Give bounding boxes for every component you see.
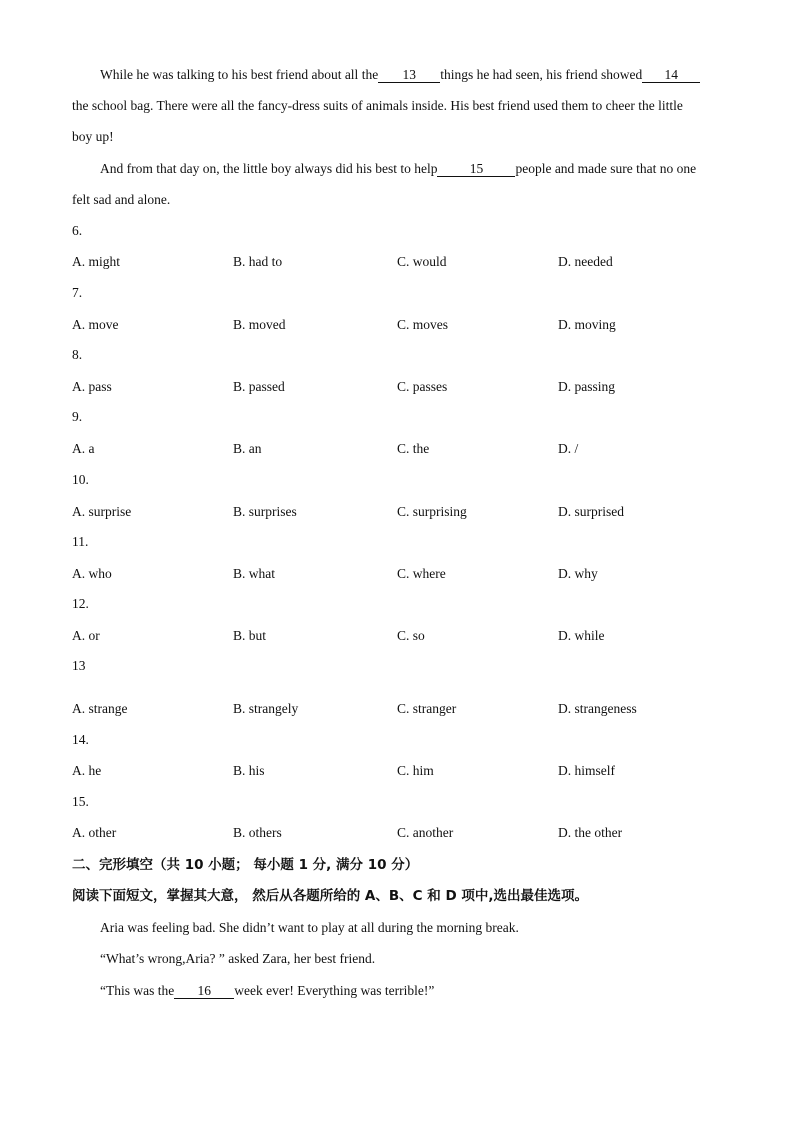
option-row xyxy=(72,627,732,645)
passage-text: boy up! xyxy=(72,129,114,144)
option-a: A. or xyxy=(72,628,100,643)
option-row xyxy=(72,503,732,521)
option-c: C. so xyxy=(397,628,425,643)
option-row xyxy=(72,378,732,396)
passage-text: While he was talking to his best friend about all the xyxy=(100,67,379,82)
option-row xyxy=(72,762,732,780)
question-number: 13 xyxy=(72,658,86,673)
passage-text: Aria was feeling bad. She didn’t want to play at all during the morning break. xyxy=(100,920,519,935)
option-b: B. strangely xyxy=(233,701,299,716)
question-number: 12. xyxy=(72,596,89,611)
option-c: C. moves xyxy=(397,317,449,332)
option-b: B. moved xyxy=(233,317,286,332)
option-b: B. surprises xyxy=(233,504,297,519)
option-c: C. would xyxy=(397,254,447,269)
option-d: D. needed xyxy=(558,254,613,269)
option-row xyxy=(72,253,732,271)
passage-text: “What’s wrong,Aria? ” asked Zara, her best friend. xyxy=(100,951,376,966)
option-row xyxy=(72,824,732,842)
option-b: B. his xyxy=(233,763,265,778)
option-c: C. another xyxy=(397,825,454,840)
option-c: C. stranger xyxy=(397,701,457,716)
passage-text: the school bag. There were all the fancy-dress suits of animals inside. His best friend used them to cheer the little xyxy=(72,98,683,113)
option-row xyxy=(72,700,732,718)
option-d: D. surprised xyxy=(558,504,624,519)
option-c: C. surprising xyxy=(397,504,467,519)
question-number: 10. xyxy=(72,472,89,487)
option-d: D. moving xyxy=(558,317,616,332)
blank-13: 13 xyxy=(378,67,440,83)
section-instruction: 阅读下面短文，掌握其大意， 然后从各题所给的 A、B、C 和 D 项中,选出最佳选项。 xyxy=(72,888,588,904)
question-number: 8. xyxy=(72,347,83,362)
option-b: B. but xyxy=(233,628,267,643)
option-a: A. a xyxy=(72,441,95,456)
option-row xyxy=(72,440,732,458)
option-a: A. might xyxy=(72,254,121,269)
option-d: D. / xyxy=(558,441,579,456)
option-a: A. strange xyxy=(72,701,128,716)
option-c: C. him xyxy=(397,763,434,778)
passage-line xyxy=(100,66,700,84)
section-heading: 二、完形填空（共 10 小题； 每小题 1 分, 满分 10 分） xyxy=(72,857,419,873)
option-c: C. passes xyxy=(397,379,448,394)
option-a: A. surprise xyxy=(72,504,132,519)
option-a: A. other xyxy=(72,825,117,840)
option-b: B. had to xyxy=(233,254,283,269)
passage-line xyxy=(100,160,696,178)
passage-text: “This was the xyxy=(100,983,175,998)
blank-16: 16 xyxy=(174,983,234,999)
option-c: C. where xyxy=(397,566,446,581)
blank-14: 14 xyxy=(642,67,700,83)
option-a: A. who xyxy=(72,566,112,581)
option-b: B. others xyxy=(233,825,282,840)
option-b: B. what xyxy=(233,566,275,581)
option-b: B. passed xyxy=(233,379,285,394)
option-d: D. the other xyxy=(558,825,623,840)
question-number: 14. xyxy=(72,732,89,747)
blank-15: 15 xyxy=(437,161,515,177)
option-d: D. why xyxy=(558,566,598,581)
question-number: 9. xyxy=(72,409,83,424)
question-number: 11. xyxy=(72,534,89,549)
option-d: D. while xyxy=(558,628,605,643)
passage-text: people and made sure that no one xyxy=(515,161,697,176)
passage-text: things he had seen, his friend showed xyxy=(440,67,643,82)
option-row xyxy=(72,316,732,334)
passage-text: felt sad and alone. xyxy=(72,192,171,207)
passage-text: week ever! Everything was terrible!” xyxy=(234,983,435,998)
option-c: C. the xyxy=(397,441,430,456)
question-number: 15. xyxy=(72,794,89,809)
option-d: D. passing xyxy=(558,379,615,394)
passage-text: And from that day on, the little boy always did his best to help xyxy=(100,161,438,176)
option-d: D. himself xyxy=(558,763,615,778)
passage-line xyxy=(100,982,434,1000)
option-a: A. pass xyxy=(72,379,112,394)
question-number: 7. xyxy=(72,285,83,300)
option-d: D. strangeness xyxy=(558,701,637,716)
option-row xyxy=(72,565,732,583)
option-b: B. an xyxy=(233,441,262,456)
option-a: A. he xyxy=(72,763,102,778)
option-a: A. move xyxy=(72,317,119,332)
question-number: 6. xyxy=(72,223,83,238)
